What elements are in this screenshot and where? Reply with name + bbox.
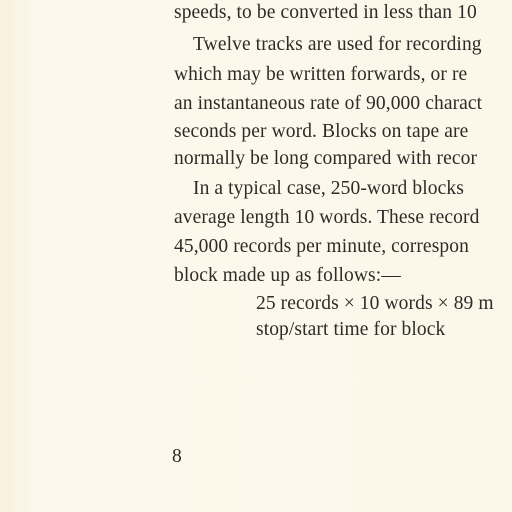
calculation-line: 25 records × 10 words × 89 m [256,293,494,314]
text-line: seconds per word. Blocks on tape are [174,121,469,142]
calculation-line: stop/start time for block [256,319,446,340]
paragraph-start-line: Twelve tracks are used for recording [193,34,482,55]
text-line: block made up as follows:— [174,265,401,286]
text-line: an instantaneous rate of 90,000 charact [174,93,483,114]
page-number: 8 [172,446,182,467]
text-line: average length 10 words. These record [174,207,480,228]
text-line: normally be long compared with recor [174,148,478,169]
text-line: speeds, to be converted in less than 10 [174,2,477,23]
paragraph-start-line: In a typical case, 250-word blocks [193,178,464,199]
text-line: 45,000 records per minute, correspon [174,236,469,257]
text-line: which may be written forwards, or re [174,64,468,85]
